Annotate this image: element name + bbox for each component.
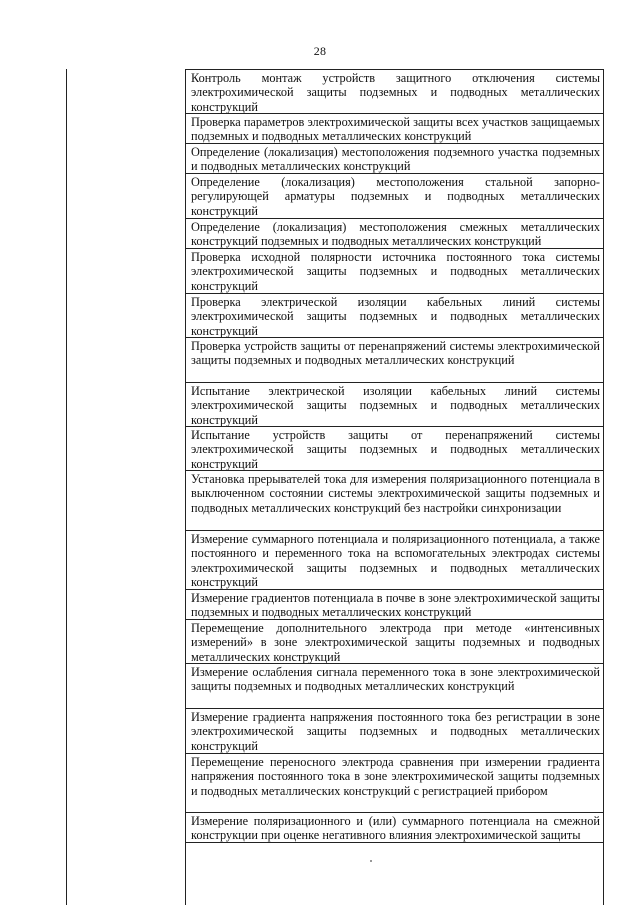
scan-speck — [370, 860, 372, 862]
table-row: Измерение суммарного потенциала и поляризационного потенциала, а также постоянного и переменного тока на вспомогательных электродах системы электрохимической защиты подземных и подводных металлических конструкций — [186, 530, 603, 589]
table-row: Измерение ослабления сигнала переменного тока в зоне электрохимической защиты подземных и подводных металлических конструкций — [186, 663, 603, 708]
table-row: Определение (локализация) местоположения подземного участка подземных и подводных металлических конструкций — [186, 143, 603, 173]
table-row: Проверка устройств защиты от перенапряжений системы электрохимической защиты подземных и подводных металлических конструкций — [186, 337, 603, 382]
table-row: Измерение градиентов потенциала в почве в зоне электрохимической защиты подземных и подводных металлических конструкций — [186, 589, 603, 619]
table-row: Перемещение дополнительного электрода при методе «интенсивных измерений» в зоне электрохимической защиты подземных и подводных металлических конструкций — [186, 619, 603, 663]
works-table — [66, 69, 604, 905]
table-row: Испытание электрической изоляции кабельных линий системы электрохимической защиты подземных и подводных металлических конструкций — [186, 382, 603, 426]
table-row: Определение (локализация) местоположения стальной запорно-регулирующей арматуры подземных и подводных металлических конструкций — [186, 173, 603, 218]
table-row: Измерение градиента напряжения постоянного тока без регистрации в зоне электрохимической защиты подземных и подводных металлических конструкций — [186, 708, 603, 753]
work-rows — [186, 69, 603, 843]
table-row: Испытание устройств защиты от перенапряжений системы электрохимической защиты подземных и подводных металлических конструкций — [186, 426, 603, 470]
table-row: Установка прерывателей тока для измерения поляризационного потенциала в выключенном состоянии системы электрохимической защиты подземных и подводных металлических конструкций без настройки синхронизации — [186, 470, 603, 530]
table-row: Перемещение переносного электрода сравнения при измерении градиента напряжения постоянного тока в зоне электрохимической защиты подземных и подводных металлических конструкций с регистрацией прибором — [186, 753, 603, 812]
page-number: 28 — [313, 44, 327, 58]
table-row: Проверка электрической изоляции кабельных линий системы электрохимической защиты подземных и подводных металлических конструкций — [186, 293, 603, 337]
empty-left-column — [67, 69, 186, 905]
table-row: Контроль монтаж устройств защитного отключения системы электрохимической защиты подземных и подводных металлических конструкций — [186, 69, 603, 113]
table-row: Измерение поляризационного и (или) суммарного потенциала на смежной конструкции при оценке негативного влияния электрохимической защиты — [186, 812, 603, 843]
table-row: Определение (локализация) местоположения смежных металлических конструкций подземных и подводных металлических конструкций — [186, 218, 603, 248]
table-row: Проверка исходной полярности источника постоянного тока системы электрохимической защиты подземных и подводных металлических конструкций — [186, 248, 603, 293]
table-row: Проверка параметров электрохимической защиты всех участков защищаемых подземных и подводных металлических конструкций — [186, 113, 603, 143]
